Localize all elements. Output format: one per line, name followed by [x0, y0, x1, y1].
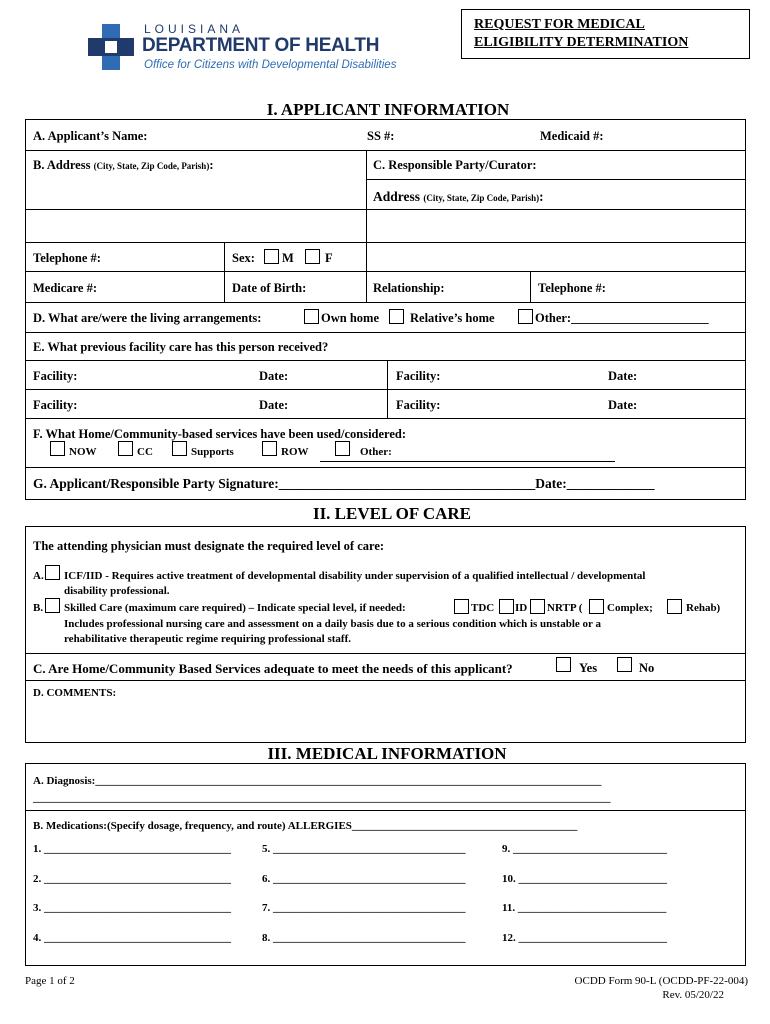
med-12: 12. ___________________________ — [502, 932, 667, 944]
med-10: 10. ___________________________ — [502, 873, 667, 885]
agency-logo — [88, 22, 397, 74]
diagnosis-label: A. Diagnosis:____________________________________________________________________________________________ — [33, 775, 602, 787]
medicare-label: Medicare #: — [33, 281, 97, 295]
med-4: 4. __________________________________ — [33, 932, 231, 944]
icf-checkbox[interactable] — [45, 565, 60, 580]
facility2-label: Facility: — [396, 369, 441, 383]
form-title-line1: REQUEST FOR MEDICAL — [474, 17, 645, 32]
address-label — [33, 158, 213, 173]
yes-checkbox[interactable] — [556, 657, 571, 672]
skilled-text2: Includes professional nursing care and assessment on a daily basis due to a serious condition which is unstable or a — [64, 618, 601, 630]
sex-m-checkbox[interactable] — [264, 249, 279, 264]
date3-label: Date: — [259, 398, 289, 412]
level-intro: The attending physician must designate the required level of care: — [33, 539, 385, 553]
facility1-label: Facility: — [33, 369, 78, 383]
revision-date: Rev. 05/20/22 — [662, 989, 724, 1001]
skilled-prefix: B. — [33, 602, 44, 614]
icf-text2: disability professional. — [64, 585, 170, 597]
responsible-address-hint: (City, State, Zip Code, Parish) — [423, 193, 540, 203]
form-title-line2: ELIGIBILITY DETERMINATION — [474, 35, 689, 50]
date4-label: Date: — [608, 398, 638, 412]
now-checkbox[interactable] — [50, 441, 65, 456]
form-title-box — [461, 9, 750, 59]
section2-title: II. LEVEL OF CARE — [312, 504, 472, 523]
med-2: 2. __________________________________ — [33, 873, 231, 885]
tdc-label: TDC — [471, 602, 495, 614]
cc-checkbox[interactable] — [118, 441, 133, 456]
applicant-name-field[interactable] — [190, 124, 360, 146]
hcbs-label: F. What Home/Community-based services have been used/considered: — [33, 427, 407, 441]
no-label: No — [639, 661, 655, 675]
responsible-address-text: Address — [373, 189, 421, 204]
med-6: 6. ___________________________________ — [262, 873, 466, 885]
address-hint: (City, State, Zip Code, Parish) — [93, 161, 210, 171]
tdc-checkbox[interactable] — [454, 599, 469, 614]
icf-text: ICF/IID - Requires active treatment of developmental disability under supervision of a qualified intellectual / developmental — [64, 570, 646, 582]
med-3: 3. __________________________________ — [33, 902, 231, 914]
med-8: 8. ___________________________________ — [262, 932, 466, 944]
responsible-party-label: C. Responsible Party/Curator: — [373, 158, 537, 172]
comments-field[interactable] — [30, 702, 740, 738]
yes-label: Yes — [579, 661, 598, 675]
facility4-label: Facility: — [396, 398, 441, 412]
sex-label: Sex: — [232, 251, 255, 265]
cc-label: CC — [137, 446, 153, 458]
rehab-label: Rehab) — [686, 602, 721, 614]
supports-label: Supports — [191, 446, 234, 458]
date1-label: Date: — [259, 369, 289, 383]
page-number: Page 1 of 2 — [25, 975, 75, 987]
logo-office: Office for Citizens with Developmental Disabilities — [144, 59, 397, 71]
rehab-checkbox[interactable] — [667, 599, 682, 614]
med-7: 7. ___________________________________ — [262, 902, 466, 914]
nrtp-label: NRTP ( — [547, 602, 583, 614]
diagnosis-line2: _________________________________________________________________________________________________________ — [33, 792, 611, 804]
section1-frame — [25, 119, 746, 500]
supports-checkbox[interactable] — [172, 441, 187, 456]
hcbs-adequate-label: C. Are Home/Community Based Services adequate to meet the needs of this applicant? — [33, 661, 513, 676]
applicant-name-label: A. Applicant’s Name: — [33, 129, 148, 143]
responsible-address-label — [373, 189, 544, 205]
row-label: ROW — [281, 446, 309, 458]
telephone-label: Telephone #: — [33, 251, 101, 265]
skilled-text: Skilled Care (maximum care required) – Indicate special level, if needed: — [64, 602, 406, 614]
med-1: 1. __________________________________ — [33, 843, 231, 855]
med-11: 11. ___________________________ — [502, 902, 667, 914]
med-9: 9. ____________________________ — [502, 843, 667, 855]
comments-label: D. COMMENTS: — [33, 687, 117, 699]
sex-f-label: F — [325, 251, 333, 265]
complex-label: Complex; — [607, 602, 653, 614]
signature-label: G. Applicant/Responsible Party Signature:______________________________________Date:_____________ — [33, 476, 655, 491]
row-checkbox[interactable] — [262, 441, 277, 456]
address-label-text: B. Address — [33, 158, 91, 172]
logo-state: LOUISIANA — [144, 22, 245, 36]
skilled-text3: rehabilitative therapeutic regime requiring professional staff. — [64, 633, 351, 645]
no-checkbox[interactable] — [617, 657, 632, 672]
sex-m-label: M — [282, 251, 294, 265]
other-service-label: Other: — [360, 446, 392, 458]
other-arrangement-checkbox[interactable] — [518, 309, 533, 324]
relative-home-checkbox[interactable] — [389, 309, 404, 324]
form-number: OCDD Form 90-L (OCDD-PF-22-004) — [574, 975, 748, 987]
icf-prefix: A. — [33, 570, 44, 582]
address-colon: : — [209, 158, 214, 172]
ss-label: SS #: — [367, 129, 395, 143]
sex-f-checkbox[interactable] — [305, 249, 320, 264]
complex-checkbox[interactable] — [589, 599, 604, 614]
own-home-label: Own home — [321, 311, 379, 325]
dob-label: Date of Birth: — [232, 281, 307, 295]
relative-home-label: Relative’s home — [410, 311, 495, 325]
med-5: 5. ___________________________________ — [262, 843, 466, 855]
section3-title: III. MEDICAL INFORMATION — [267, 744, 507, 763]
now-label: NOW — [69, 446, 97, 458]
relationship-label: Relationship: — [373, 281, 445, 295]
responsible-address-colon: : — [539, 189, 544, 204]
id-label: ID — [515, 602, 528, 614]
facility3-label: Facility: — [33, 398, 78, 412]
medications-label: B. Medications:(Specify dosage, frequency, and route) ALLERGIES_________________________________________ — [33, 820, 578, 832]
own-home-checkbox[interactable] — [304, 309, 319, 324]
other-service-checkbox[interactable] — [335, 441, 350, 456]
medicaid-label: Medicaid #: — [540, 129, 604, 143]
living-arrangements-label: D. What are/were the living arrangements: — [33, 311, 262, 325]
nrtp-checkbox[interactable] — [530, 599, 545, 614]
other-arrangement-label: Other:______________________ — [535, 311, 709, 325]
skilled-checkbox[interactable] — [45, 598, 60, 613]
cross-logo-icon — [88, 24, 134, 70]
id-checkbox[interactable] — [499, 599, 514, 614]
logo-dept: DEPARTMENT OF HEALTH — [142, 35, 380, 56]
section1-title: I. APPLICANT INFORMATION — [266, 100, 510, 119]
previous-facility-label: E. What previous facility care has this person received? — [33, 340, 329, 354]
date2-label: Date: — [608, 369, 638, 383]
telephone2-label: Telephone #: — [538, 281, 606, 295]
